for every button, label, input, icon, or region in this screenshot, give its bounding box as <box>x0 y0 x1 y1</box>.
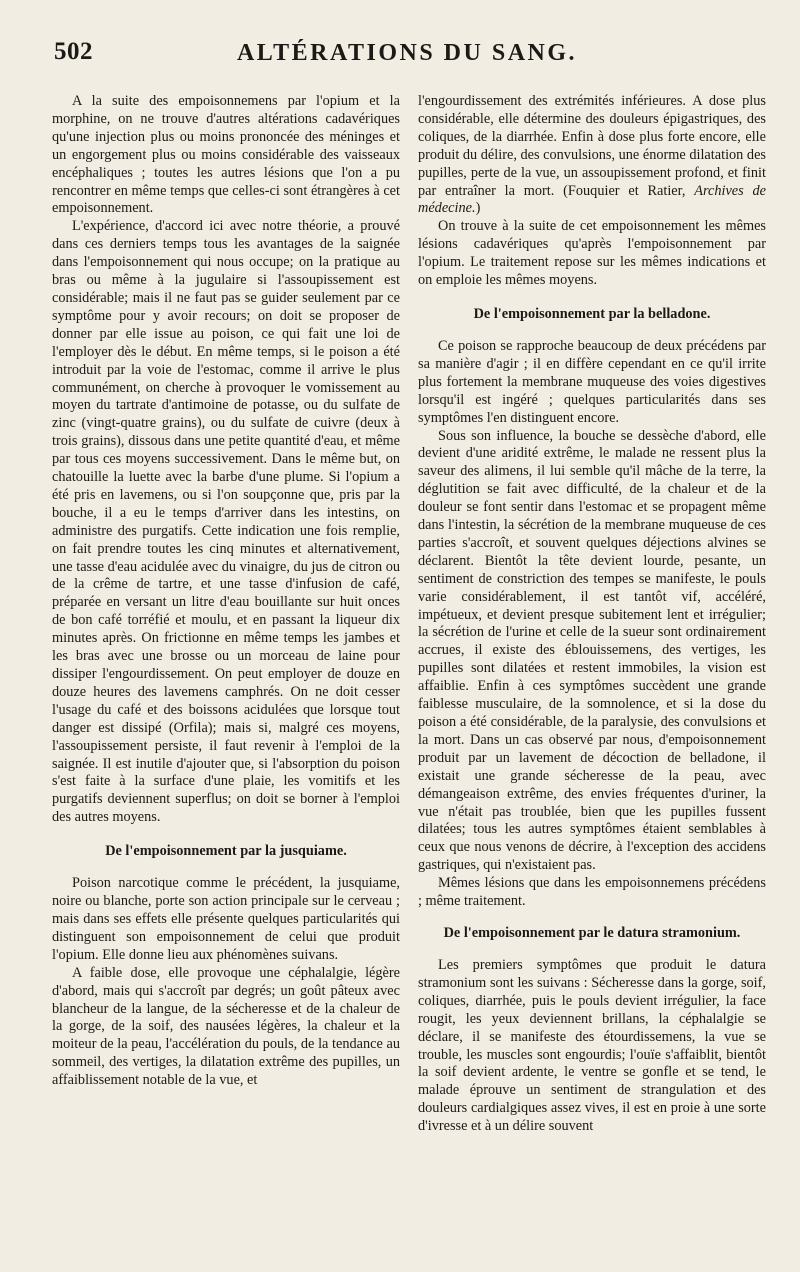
page-number: 502 <box>54 38 93 65</box>
citation-close: ) <box>475 200 481 217</box>
right-column <box>418 93 766 1136</box>
paragraph-opium-treatment: L'expérience, d'accord ici avec notre théorie, a prouvé dans ces derniers temps tous les avantages de la saignée dans l'empoisonnement qui nous occupe; on la pratique au bras ou même à la jugulaire si l'assoupissement est considérable; mais il ne faut pas se guider seulement par ce symptôme pour y avoir recours; on doit se proposer de donner par elle issue au poison, ce qui fait une loi de l'employer dès le début. En même temps, si le poison a été introduit par la voie de l'estomac, comme il arrive le plus communément, on cherche à provoquer le vomissement au moyen du tartrate d'antimoine de potasse, ou du sulfate de zinc (vingt-quatre grains), ou du sulfate de cuivre (deux à trois grains), dissous dans une petite quantité d'eau, et même par tous ces moyens successivement. Dans le même but, on chatouille la luette avec la barbe d'une plume. Si l'opium a été pris en lavemens, ou si l'on soupçonne que, pris par la bouche, il a eu le temps d'arriver dans les intestins, on administre des purgatifs. Cette indication une fois remplie, on fait prendre toutes les cinq minutes et alternativement, une tasse d'eau acidulée avec du vinaigre, du jus de citron ou de la crême de tartre, et une tasse d'infusion de café, préparée en versant un litre d'eau bouillante sur huit onces de bon café torréfié et moulu, et en passant la liqueur dix minutes après. On frictionne en même temps les jambes et les bras avec une brosse ou un morceau de laine pour dissiper l'engourdissement. On peut employer de douze en douze heures des lavemens camphrés. On ne doit cesser l'usage du café et des boissons acidulées que lorsque tout danger est dissipé (Orfila); mais si, malgré ces moyens, l'assoupissement persiste, il faut revenir à l'emploi de la saignée. Il est inutile d'ajouter que, si l'absorption du poison s'est faite à la surface d'une plaie, les vomitifs et les purgatifs deviennent superflus; on doit se borner à l'emploi des autres moyens. <box>52 218 400 826</box>
paragraph-jusquiame-symptoms: A faible dose, elle provoque une céphalalgie, légère d'abord, mais qui s'accroît par degrés; un goût pâteux avec blancheur de la langue, de la sécheresse et de la chaleur de la gorge, de la soif, des nausées légères, la chaleur et la moiteur de la peau, l'accélération du pouls, de la tendance au sommeil, des vertiges, la dilatation extrême des pupilles, un affaiblissement notable de la vue, et <box>52 964 400 1089</box>
paragraph-belladone-intro: Ce poison se rapproche beaucoup de deux précédens par sa manière d'agir ; il en diffère cependant en ce qu'il irrite plus fortement la membrane muqueuse des voies digestives lorsqu'il est ingéré ; quelques particularités dans ses symptômes l'en distinguent encore. <box>418 337 766 426</box>
continued-text: l'engourdissement des extrémités inférieures. A dose plus considérable, elle détermine des douleurs épigastriques, des coliques, de la diarrhée. Enfin à dose plus forte encore, elle produit du délire, des convulsions, une énorme dilatation des pupilles, perte de la vue, un assoupissement profond, et finit par entraîner la mort. (Fouquier et Ratier, <box>418 93 766 199</box>
citation-title: Archives de médecine. <box>418 182 767 217</box>
section-heading-jusquiame: De l'empoisonnement par la jusquiame. <box>105 843 347 860</box>
paragraph-opium-lesions: A la suite des empoisonnemens par l'opium et la morphine, on ne trouve d'autres altérations cadavériques qu'une injection plus ou moins prononcée des méninges et un engorgement plus ou moins considérable des vaisseaux encéphaliques ; toutes les autres lésions que l'on a pu rencontrer en même temps que celles-ci sont étrangères à cet empoisonnement. <box>52 93 400 217</box>
paragraph-belladone-treatment: Mêmes lésions que dans les empoisonnemens précédens ; même traitement. <box>418 875 766 910</box>
paragraph-belladone-symptoms: Sous son influence, la bouche se dessèche d'abord, elle devient d'une aridité extrême, le malade ne ressent plus la saveur des alimens, il lui semble qu'il mâche de la terre, la déglutition se fait avec difficulté, de la chaleur et de la douleur se font sentir dans l'estomac et se propagent même dans l'intestin, la sécrétion de la membrane muqueuse de ces parties s'accroît, et souvent quelques déjections alvines se déclarent. Bientôt la tête devient lourde, pesante, un sentiment de constriction des tempes se manifeste, le pouls varie considérablement, il est tantôt vif, accéléré, impétueux, et devient presque subitement lent et irrégulier; la sécrétion de l'urine et celle de la sueur sont ordinairement accrues, il existe des éblouissemens, des vertiges, les pupilles sont dilatées et restent immobiles, la vision est affaiblie. Enfin à ces symptômes succèdent une grande faiblesse musculaire, de la somnolence, et si la dose du poison a été considérable, de la paralysie, des convulsions et la mort. Dans un cas observé par nous, d'empoisonnement produit par un lavement de décoction de belladone, il existait une grande sécheresse de la peau, avec démangeaison extrême, des envies fréquentes d'uriner, la vue n'était pas troublée, bien que les pupilles fussent dilatées; tous les autres symptômes étaient semblables à ceux que nous venons de décrire, à l'exception des accidens gastriques, qui n'existaient pas. <box>418 427 766 874</box>
left-column <box>52 93 400 1090</box>
page-header <box>54 36 760 86</box>
section-heading-datura: De l'empoisonnement par le datura stramonium. <box>443 924 741 941</box>
paragraph-jusquiame-lesions: On trouve à la suite de cet empoisonnement les mêmes lésions cadavériques qu'après l'empoisonnement par l'opium. Le traitement repose sur les mêmes indications et on emploie les mêmes moyens. <box>418 218 766 289</box>
running-title: ALTÉRATIONS DU SANG. <box>236 40 578 66</box>
paragraph-datura-symptoms: Les premiers symptômes que produit le datura stramonium sont les suivans : Sécheresse dans la gorge, soif, coliques, diarrhée, puis le pouls devient irrégulier, la face rougit, les yeux deviennent brillans, la céphalalgie se déclare, il se manifeste des étourdissemens, la vue se trouble, les muscles sont engourdis; l'ouïe s'affaiblit, bientôt la soif devient ardente, le ventre se gonfle et se tend, le malade éprouve un sentiment de strangulation et des douleurs cardialgiques assez vives, il est en proie à une sorte d'ivresse et à un délire souvent <box>418 956 766 1135</box>
section-heading-belladone: De l'empoisonnement par la belladone. <box>473 305 711 322</box>
paragraph-jusquiame-continued <box>418 93 766 218</box>
paragraph-jusquiame-intro: Poison narcotique comme le précédent, la jusquiame, noire ou blanche, porte son action principale sur le cerveau ; mais dans ses effets elle présente quelques particularités qui distinguent son empoisonnement de celui que produit l'opium. Elle donne lieu aux phénomènes suivans. <box>52 875 400 963</box>
